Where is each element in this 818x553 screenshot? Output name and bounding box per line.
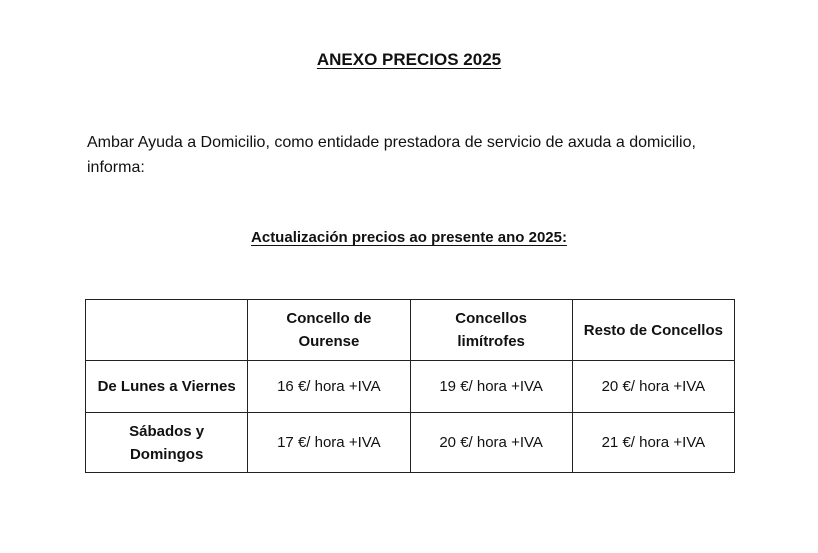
table-header-limitrofes: Concellos limítrofes — [410, 300, 572, 361]
table-cell: 21 €/ hora +IVA — [572, 413, 734, 473]
table-cell: 19 €/ hora +IVA — [410, 361, 572, 413]
price-table — [85, 299, 735, 473]
table-cell: 17 €/ hora +IVA — [248, 413, 410, 473]
intro-paragraph: Ambar Ayuda a Domicilio, como entidade prestadora de servicio de axuda a domicilio, informa: — [87, 134, 696, 176]
table-header-resto: Resto de Concellos — [572, 300, 734, 361]
section-subtitle: Actualización precios ao presente ano 2025: — [251, 229, 567, 246]
row-label-weekdays: De Lunes a Viernes — [86, 361, 248, 413]
document-title: ANEXO PRECIOS 2025 — [316, 50, 502, 69]
table-row — [86, 413, 735, 473]
table-cell: 20 €/ hora +IVA — [572, 361, 734, 413]
table-header-ourense: Concello de Ourense — [248, 300, 410, 361]
table-cell: 16 €/ hora +IVA — [248, 361, 410, 413]
table-header-row — [86, 300, 735, 361]
table-row — [86, 361, 735, 413]
table-header-empty — [86, 300, 248, 361]
row-label-weekends: Sábados y Domingos — [86, 413, 248, 473]
table-cell: 20 €/ hora +IVA — [410, 413, 572, 473]
